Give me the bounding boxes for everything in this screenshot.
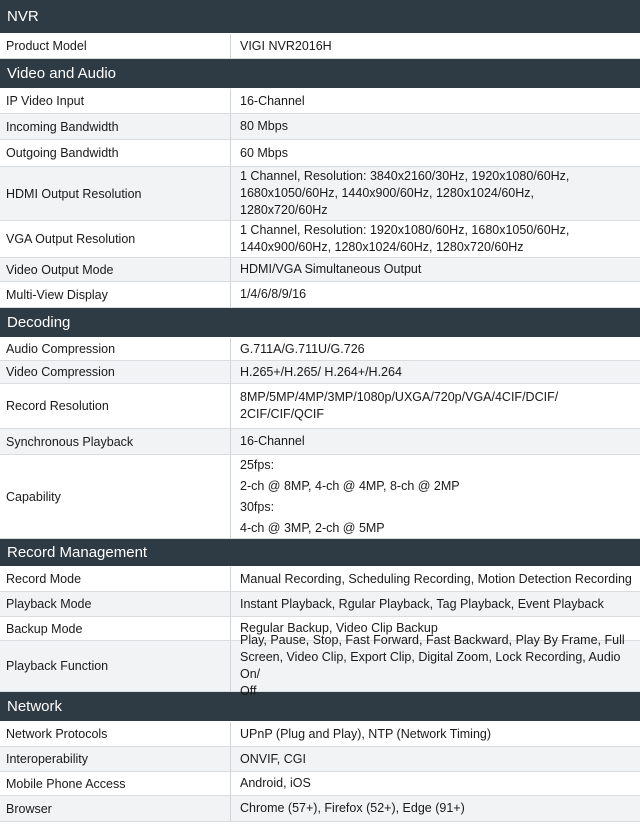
spec-value bbox=[231, 796, 640, 821]
spec-label: VGA Output Resolution bbox=[0, 221, 231, 257]
spec-value bbox=[231, 221, 640, 257]
spec-row bbox=[0, 140, 640, 167]
spec-row bbox=[0, 384, 640, 429]
spec-row bbox=[0, 221, 640, 258]
spec-value-line: UPnP (Plug and Play), NTP (Network Timing) bbox=[240, 726, 492, 741]
spec-label: Interoperability bbox=[0, 747, 231, 771]
spec-value-line: 25fps: bbox=[240, 457, 275, 472]
spec-row bbox=[0, 361, 640, 384]
spec-value-line: 1440x900/60Hz, 1280x1024/60Hz, 1280x720/60Hz bbox=[240, 240, 524, 254]
spec-row bbox=[0, 455, 640, 539]
spec-label: Capability bbox=[0, 455, 231, 538]
spec-row bbox=[0, 282, 640, 308]
spec-value-line: 16-Channel bbox=[240, 93, 305, 108]
section-header: Video and Audio bbox=[0, 59, 640, 89]
spec-label: HDMI Output Resolution bbox=[0, 167, 231, 220]
spec-label: Audio Compression bbox=[0, 338, 231, 360]
spec-value bbox=[231, 258, 640, 281]
spec-value-line: 8MP/5MP/4MP/3MP/1080p/UXGA/720p/VGA/4CIF/DCIF/ bbox=[240, 390, 559, 404]
spec-value-line: H.265+/H.265/ H.264+/H.264 bbox=[240, 364, 402, 379]
spec-value-line: 80 Mbps bbox=[240, 119, 288, 133]
spec-value-line: Instant Playback, Rgular Playback, Tag Playback, Event Playback bbox=[240, 596, 604, 611]
spec-value-line: Chrome (57+), Firefox (52+), Edge (91+) bbox=[240, 801, 465, 815]
spec-value bbox=[231, 140, 640, 166]
spec-value bbox=[231, 455, 640, 538]
spec-label: IP Video Input bbox=[0, 89, 231, 113]
spec-value-line: ONVIF, CGI bbox=[240, 751, 306, 766]
spec-value-line: 16-Channel bbox=[240, 434, 305, 448]
spec-value bbox=[231, 114, 640, 139]
spec-label: Incoming Bandwidth bbox=[0, 114, 231, 139]
spec-label: Playback Mode bbox=[0, 592, 231, 616]
spec-label: Multi-View Display bbox=[0, 282, 231, 307]
spec-value-line: Screen, Video Clip, Export Clip, Digital Zoom, Lock Recording, Audio On/ bbox=[240, 650, 621, 681]
spec-label: Network Protocols bbox=[0, 722, 231, 746]
spec-row bbox=[0, 34, 640, 59]
spec-label: Record Resolution bbox=[0, 384, 231, 428]
spec-value bbox=[231, 429, 640, 454]
spec-value bbox=[231, 34, 640, 58]
spec-value-line: G.711A/G.711U/G.726 bbox=[240, 341, 365, 356]
spec-value-line: 4-ch @ 3MP, 2-ch @ 5MP bbox=[240, 520, 385, 535]
spec-value-line: Play, Pause, Stop, Fast Forward, Fast Backward, Play By Frame, Full bbox=[240, 633, 625, 647]
spec-label: Outgoing Bandwidth bbox=[0, 140, 231, 166]
spec-row bbox=[0, 89, 640, 114]
spec-row bbox=[0, 772, 640, 796]
spec-row bbox=[0, 592, 640, 617]
section-header: Decoding bbox=[0, 308, 640, 338]
spec-value bbox=[231, 772, 640, 795]
section-header: NVR bbox=[0, 0, 640, 34]
spec-value-line: Manual Recording, Scheduling Recording, Motion Detection Recording bbox=[240, 571, 632, 586]
spec-row bbox=[0, 567, 640, 592]
spec-value-line: Regular Backup, Video Clip Backup bbox=[240, 621, 438, 635]
spec-value bbox=[231, 592, 640, 616]
spec-label: Mobile Phone Access bbox=[0, 772, 231, 795]
spec-row bbox=[0, 429, 640, 455]
section-header: Network bbox=[0, 692, 640, 722]
spec-label: Video Compression bbox=[0, 361, 231, 383]
spec-value bbox=[231, 722, 640, 746]
spec-row bbox=[0, 114, 640, 140]
spec-value bbox=[231, 384, 640, 428]
spec-value-line: HDMI/VGA Simultaneous Output bbox=[240, 262, 422, 276]
spec-value-line: VIGI NVR2016H bbox=[240, 38, 332, 53]
spec-value bbox=[231, 361, 640, 383]
spec-value-line: 30fps: bbox=[240, 499, 275, 514]
spec-value-line: 1/4/6/8/9/16 bbox=[240, 287, 307, 301]
spec-label: Video Output Mode bbox=[0, 258, 231, 281]
spec-value-line: 2CIF/CIF/QCIF bbox=[240, 407, 325, 421]
spec-value bbox=[231, 167, 640, 220]
spec-label: Browser bbox=[0, 796, 231, 821]
spec-value-line: 1680x1050/60Hz, 1440x900/60Hz, 1280x1024/60Hz, bbox=[240, 186, 534, 200]
spec-value bbox=[231, 282, 640, 307]
spec-value bbox=[231, 338, 640, 360]
spec-value-line: 2-ch @ 8MP, 4-ch @ 4MP, 8-ch @ 2MP bbox=[240, 478, 460, 493]
spec-value-line: 60 Mbps bbox=[240, 145, 288, 160]
spec-value-line: Android, iOS bbox=[240, 776, 311, 790]
spec-label: Backup Mode bbox=[0, 617, 231, 640]
spec-value-line: 1280x720/60Hz bbox=[240, 203, 328, 217]
spec-label: Product Model bbox=[0, 34, 231, 58]
section-header: Record Management bbox=[0, 539, 640, 567]
spec-row bbox=[0, 338, 640, 361]
spec-label: Record Mode bbox=[0, 567, 231, 591]
spec-value-line: 1 Channel, Resolution: 3840x2160/30Hz, 1920x1080/60Hz, bbox=[240, 169, 570, 183]
spec-row bbox=[0, 747, 640, 772]
spec-label: Synchronous Playback bbox=[0, 429, 231, 454]
spec-label: Playback Function bbox=[0, 641, 231, 691]
spec-row bbox=[0, 633, 640, 698]
spec-row bbox=[0, 258, 640, 282]
spec-value bbox=[231, 747, 640, 771]
spec-value-line: 1 Channel, Resolution: 1920x1080/60Hz, 1680x1050/60Hz, bbox=[240, 223, 570, 237]
spec-value bbox=[231, 567, 640, 591]
spec-row bbox=[0, 796, 640, 822]
spec-value-line: Off bbox=[240, 684, 257, 698]
spec-row bbox=[0, 167, 640, 221]
spec-row bbox=[0, 722, 640, 747]
spec-value bbox=[231, 89, 640, 113]
spec-value bbox=[231, 633, 640, 698]
